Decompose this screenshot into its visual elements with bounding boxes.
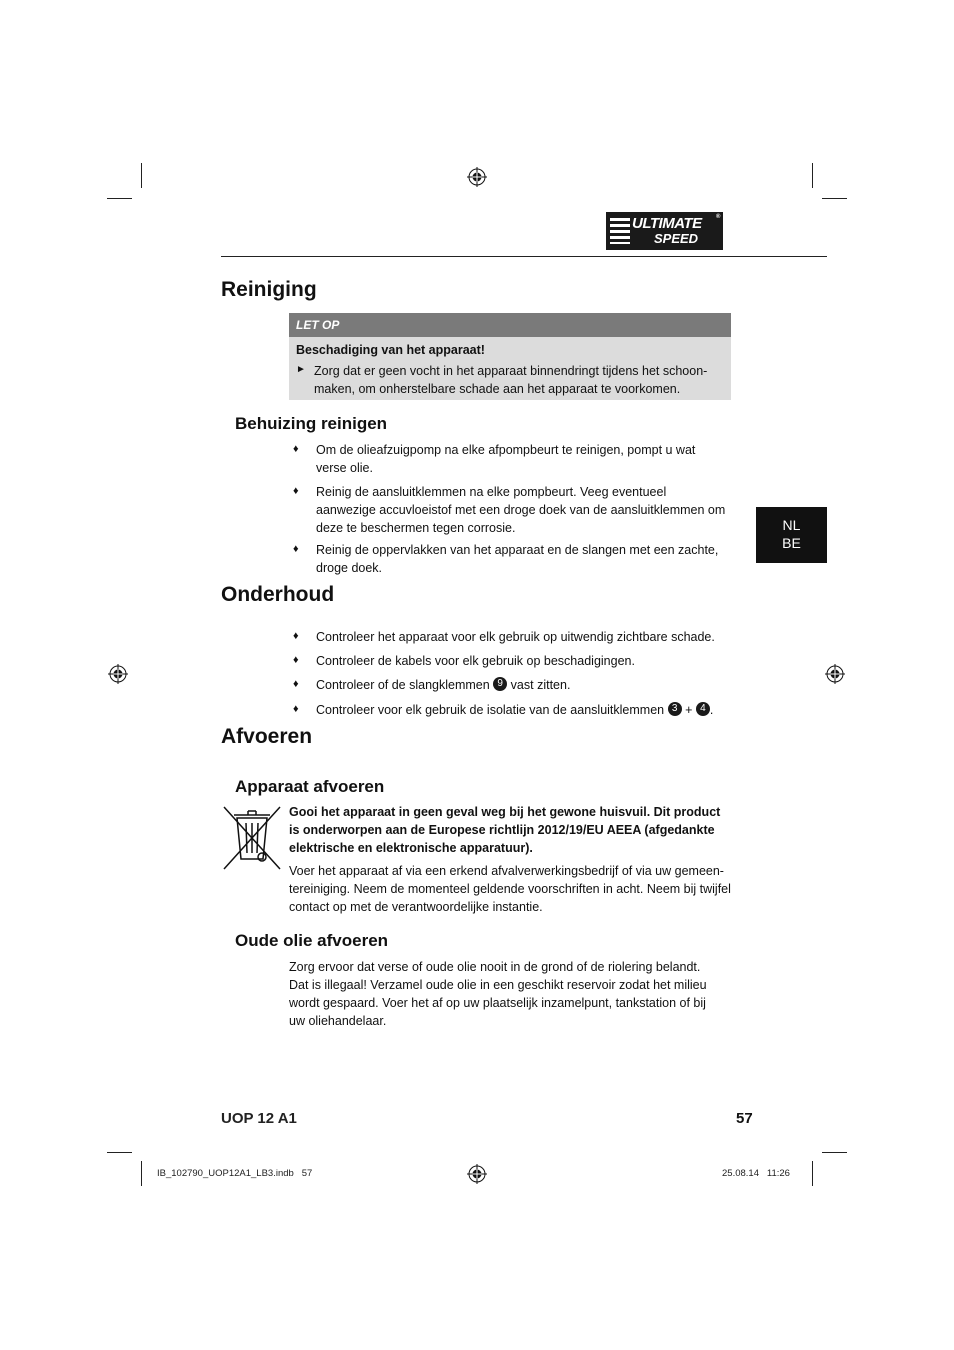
diamond-bullet-icon: ♦ [293, 678, 299, 690]
crop-mark [822, 198, 847, 199]
language-tab-line-1: NL [782, 517, 801, 533]
list-item-text: vast zitten. [510, 678, 571, 692]
diamond-bullet-icon: ♦ [293, 443, 299, 455]
oil-disposal-text: Zorg ervoor dat verse of oude olie nooit in de grond of de riolering belandt. Dat is illegaal! Verzamel oude olie in een geschikt reservoir zodat het milieu wordt gespaard. Voer het af op uw plaatselijk inzamelpunt, tankstation of bij uw oliehandelaar. [289, 960, 707, 1028]
diamond-bullet-icon: ♦ [293, 654, 299, 666]
registration-mark-icon [467, 1164, 487, 1184]
logo-line-1: ULTIMATE [632, 215, 702, 232]
diamond-bullet-icon: ♦ [293, 703, 299, 715]
subsection-title-apparaat: Apparaat afvoeren [235, 777, 385, 796]
list-item: Reinig de aansluitklemmen na elke pompbeurt. Veeg eventueel aanwezige accuvloeistof met een droge doek van de aansluitklemmen om deze te beschermen tegen corrosie. [316, 485, 726, 535]
crop-mark [812, 1161, 813, 1186]
crop-mark [107, 198, 132, 199]
list-item-text: Controleer voor elk gebruik de isolatie van de aansluitklemmen [316, 703, 665, 717]
brand-logo [606, 212, 723, 250]
notice-label: LET OP [289, 313, 731, 337]
reference-number-badge: 9 [493, 677, 507, 691]
print-slug-file: IB_102790_UOP12A1_LB3.indb 57 [157, 1168, 313, 1179]
reference-number-badge: 3 [668, 702, 682, 716]
section-title-reiniging: Reiniging [221, 278, 317, 301]
list-item-text: Controleer of de slangklemmen [316, 678, 490, 692]
section-title-afvoeren: Afvoeren [221, 725, 313, 748]
subsection-title-oude-olie: Oude olie afvoeren [235, 931, 389, 950]
language-tab [756, 507, 827, 563]
crop-mark [107, 1152, 132, 1153]
footer-model-number: UOP 12 A1 [221, 1110, 297, 1127]
notice-box [289, 313, 731, 400]
crop-mark [822, 1152, 847, 1153]
reference-number-badge: 4 [696, 702, 710, 716]
list-item: Controleer het apparaat voor elk gebruik op uitwendig zichtbare schade. [316, 630, 715, 644]
registration-mark-icon [108, 664, 128, 684]
section-title-onderhoud: Onderhoud [221, 583, 335, 606]
diamond-bullet-icon: ♦ [293, 485, 299, 497]
print-slug-date: 25.08.14 11:26 [722, 1168, 790, 1179]
language-tab-line-2: BE [782, 535, 801, 551]
diamond-bullet-icon: ♦ [293, 630, 299, 642]
logo-stripes [610, 218, 630, 244]
crop-mark [141, 1161, 142, 1186]
logo-line-2: SPEED [654, 231, 699, 246]
logo-registered-mark: ® [716, 214, 721, 220]
subsection-title-behuizing: Behuizing reinigen [235, 414, 388, 433]
list-item [316, 676, 726, 694]
list-item: Reinig de oppervlakken van het apparaat en de slangen met een zachte, droge doek. [316, 543, 719, 575]
notice-title: Beschadiging van het apparaat! [296, 343, 485, 357]
list-item [316, 701, 746, 719]
list-item: Controleer de kabels voor elk gebruik op beschadigingen. [316, 654, 635, 668]
list-item: Om de olieafzuigpomp na elke afpompbeurt te reinigen, pompt u wat verse olie. [316, 443, 696, 475]
notice-text: Zorg dat er geen vocht in het apparaat binnendringt tijdens het schoon-maken, om onherstelbare schade aan het apparaat te voorkomen. [314, 364, 708, 396]
page-number: 57 [736, 1110, 753, 1127]
plus-sign: + [685, 703, 693, 717]
registration-mark-icon [825, 664, 845, 684]
disposal-instructions: Voer het apparaat af via een erkend afvalverwerkingsbedrijf of via uw gemeen-tereiniging. Neem de momenteel geldende voorschriften in acht. Neem bij twijfel contact op met de verantwoordelijke instantie. [289, 864, 731, 914]
diamond-bullet-icon: ♦ [293, 543, 299, 555]
registration-mark-icon [467, 167, 487, 187]
triangle-arrow-icon: ► [296, 364, 306, 375]
crop-mark [141, 163, 142, 188]
period: . [709, 703, 714, 717]
crop-mark [812, 163, 813, 188]
disposal-warning: Gooi het apparaat in geen geval weg bij het gewone huisvuil. Dit product is onderworpen aan de Europese richtlijn 2012/19/EU AEEA (afgedankte elektrische en elektronische apparatuur). [289, 805, 721, 855]
header-rule [221, 256, 827, 257]
crossed-bin-icon [222, 805, 282, 871]
